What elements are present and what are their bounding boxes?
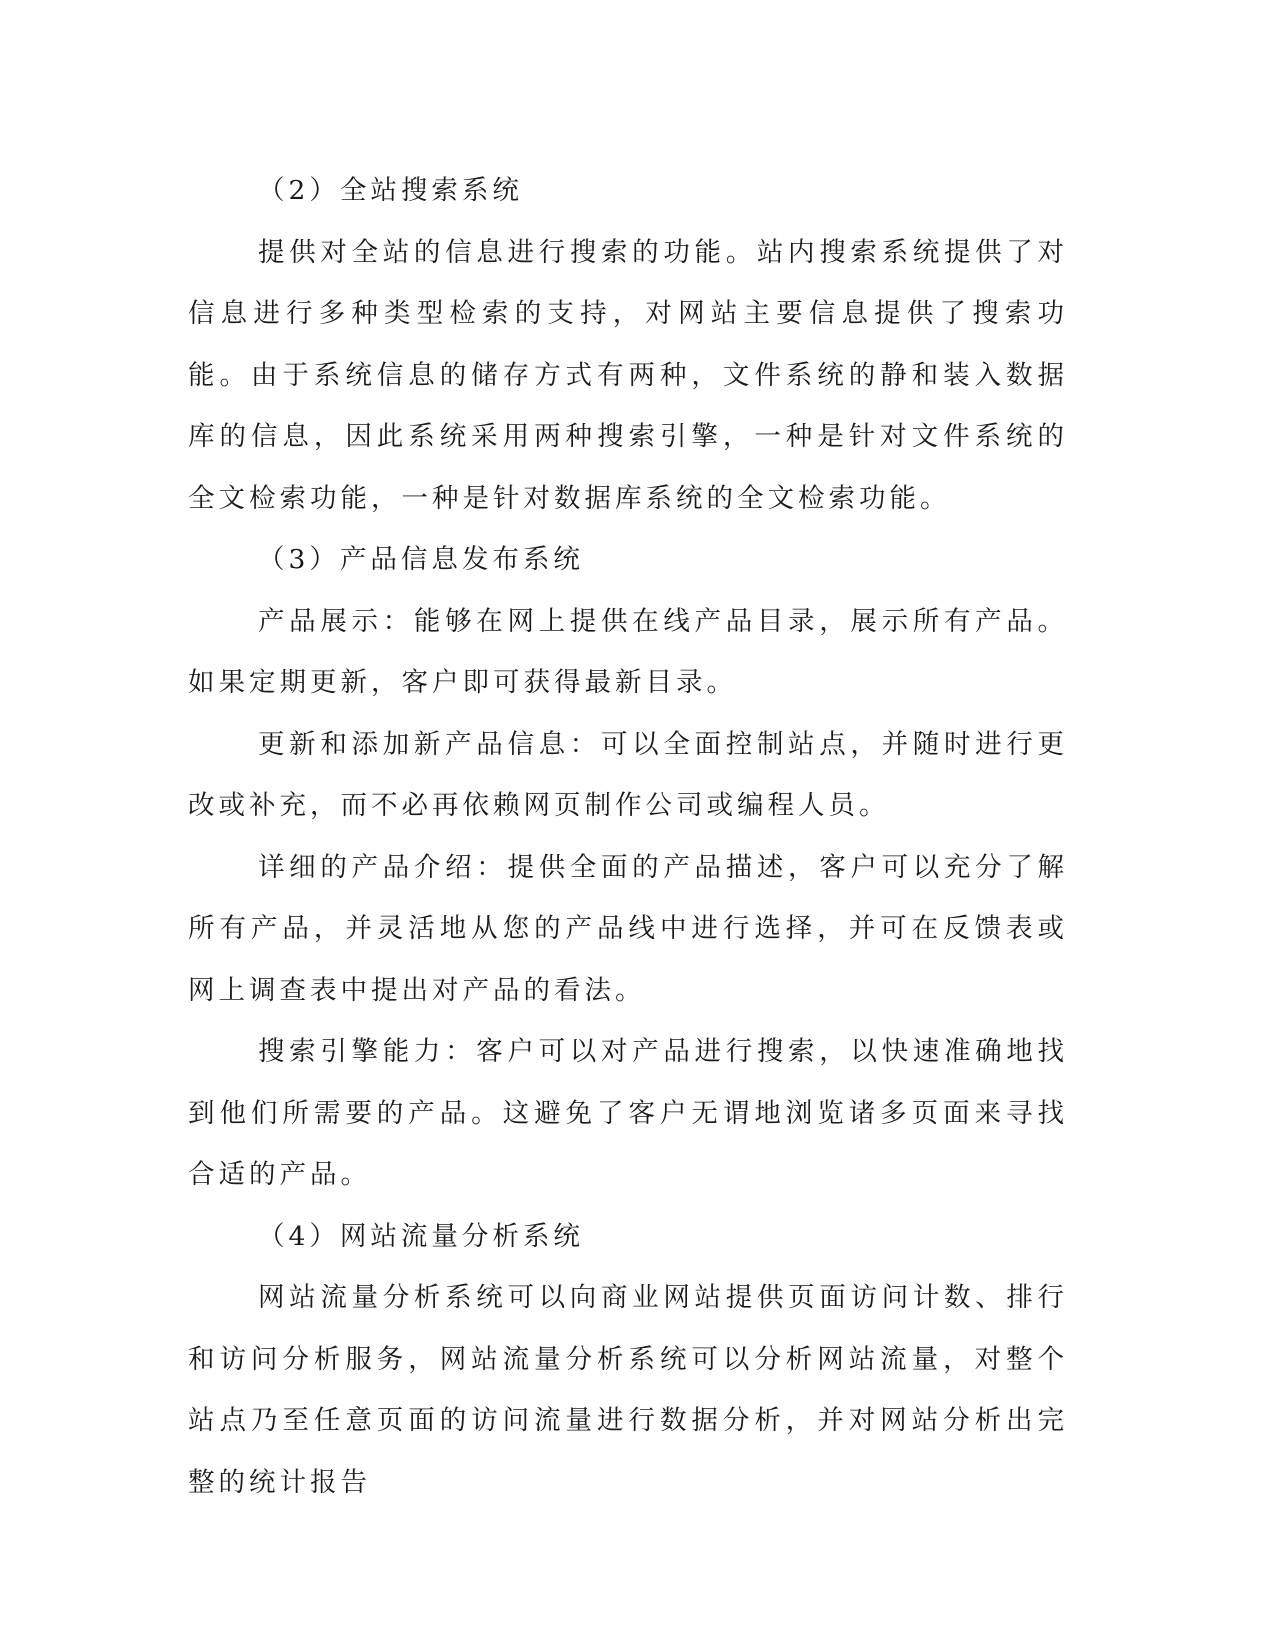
- paragraph-product-details: 详细的产品介绍：提供全面的产品描述，客户可以充分了解所有产品，并灵活地从您的产品线中进行选择，并可在反馈表或网上调查表中提出对产品的看法。: [188, 851, 1068, 1006]
- document-body: [188, 160, 1068, 1513]
- paragraph-search-description: 提供对全站的信息进行搜索的功能。站内搜索系统提供了对信息进行多种类型检索的支持，对网站主要信息提供了搜索功能。由于系统信息的储存方式有两种，文件系统的静和装入数据库的信息，因此系统采用两种搜索引擎，一种是针对文件系统的全文检索功能，一种是针对数据库系统的全文检索功能。: [188, 236, 1068, 514]
- paragraph-traffic-analysis: 网站流量分析系统可以向商业网站提供页面访问计数、排行和访问分析服务，网站流量分析系统可以分析网站流量，对整个站点乃至任意页面的访问流量进行数据分析，并对网站分析出完整的统计报告: [188, 1282, 1068, 1498]
- section-heading-search-system: （2）全站搜索系统: [258, 175, 523, 206]
- section-heading-product-publishing: （3）产品信息发布系统: [258, 544, 584, 575]
- paragraph-search-engine-capability: 搜索引擎能力：客户可以对产品进行搜索，以快速准确地找到他们所需要的产品。这避免了客户无谓地浏览诸多页面来寻找合适的产品。: [188, 1036, 1068, 1190]
- section-heading-traffic-analysis: （4）网站流量分析系统: [258, 1220, 584, 1252]
- paragraph-product-update: 更新和添加新产品信息：可以全面控制站点，并随时进行更改或补充，而不必再依赖网页制作公司或编程人员。: [188, 728, 1068, 821]
- paragraph-product-display: 产品展示：能够在网上提供在线产品目录，展示所有产品。如果定期更新，客户即可获得最新目录。: [188, 605, 1068, 698]
